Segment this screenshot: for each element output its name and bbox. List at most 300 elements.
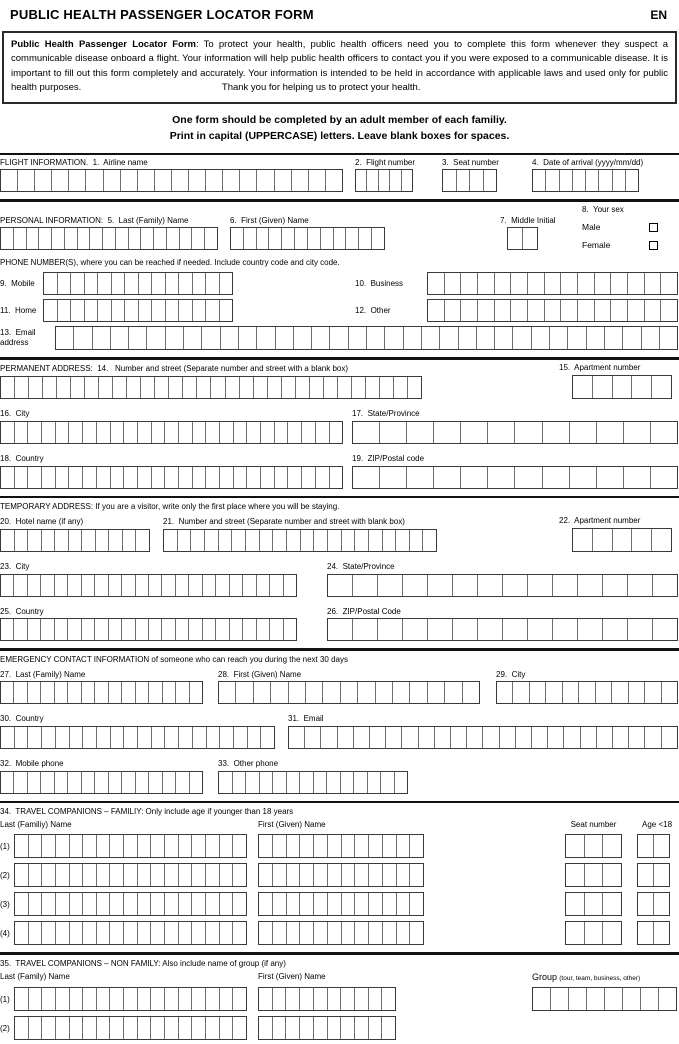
char-cell[interactable] xyxy=(340,772,354,793)
char-cell[interactable] xyxy=(219,922,233,944)
char-cell[interactable] xyxy=(612,727,628,748)
char-cell[interactable] xyxy=(84,377,98,398)
char-cell[interactable] xyxy=(151,273,165,294)
char-cell[interactable] xyxy=(55,467,69,488)
char-cell[interactable] xyxy=(123,422,137,443)
family-2-seat-boxes[interactable] xyxy=(565,863,622,887)
char-cell[interactable] xyxy=(175,619,188,640)
char-cell[interactable] xyxy=(272,893,286,915)
char-cell[interactable] xyxy=(299,772,313,793)
char-cell[interactable] xyxy=(272,772,286,793)
char-cell[interactable] xyxy=(205,864,219,886)
char-cell[interactable] xyxy=(202,619,215,640)
family-4-age-boxes[interactable] xyxy=(637,921,670,945)
char-cell[interactable] xyxy=(28,988,42,1010)
char-cell[interactable] xyxy=(137,893,151,915)
char-cell[interactable] xyxy=(81,530,95,551)
char-cell[interactable] xyxy=(121,619,134,640)
char-cell[interactable] xyxy=(544,273,561,294)
char-cell[interactable] xyxy=(653,922,669,944)
char-cell[interactable] xyxy=(191,835,205,857)
char-cell[interactable] xyxy=(41,835,55,857)
char-cell[interactable] xyxy=(384,327,402,349)
char-cell[interactable] xyxy=(631,376,651,398)
char-cell[interactable] xyxy=(41,893,55,915)
char-cell[interactable] xyxy=(123,922,137,944)
char-cell[interactable] xyxy=(627,300,644,321)
first-name-boxes[interactable] xyxy=(230,227,385,250)
char-cell[interactable] xyxy=(164,727,178,748)
char-cell[interactable] xyxy=(502,619,527,640)
nonfamily-1-last-name-boxes[interactable] xyxy=(14,987,247,1011)
char-cell[interactable] xyxy=(653,835,669,857)
char-cell[interactable] xyxy=(109,922,123,944)
char-cell[interactable] xyxy=(286,922,300,944)
char-cell[interactable] xyxy=(191,922,205,944)
char-cell[interactable] xyxy=(205,988,219,1010)
temporary-apartment-boxes[interactable] xyxy=(572,528,672,552)
char-cell[interactable] xyxy=(650,467,677,488)
char-cell[interactable] xyxy=(476,327,494,349)
char-cell[interactable] xyxy=(622,327,640,349)
char-cell[interactable] xyxy=(164,422,178,443)
char-cell[interactable] xyxy=(13,575,26,596)
char-cell[interactable] xyxy=(494,300,511,321)
char-cell[interactable] xyxy=(499,727,515,748)
family-3-last-name-boxes[interactable] xyxy=(14,892,247,916)
char-cell[interactable] xyxy=(69,864,83,886)
family-2-last-name-boxes[interactable] xyxy=(14,863,247,887)
char-cell[interactable] xyxy=(602,864,621,886)
char-cell[interactable] xyxy=(202,575,215,596)
char-cell[interactable] xyxy=(357,682,374,703)
char-cell[interactable] xyxy=(394,772,408,793)
char-cell[interactable] xyxy=(586,988,604,1010)
char-cell[interactable] xyxy=(638,922,653,944)
char-cell[interactable] xyxy=(628,682,644,703)
char-cell[interactable] xyxy=(27,467,41,488)
char-cell[interactable] xyxy=(274,467,288,488)
char-cell[interactable] xyxy=(259,1017,272,1039)
char-cell[interactable] xyxy=(218,530,232,551)
char-cell[interactable] xyxy=(188,619,201,640)
char-cell[interactable] xyxy=(610,273,627,294)
date-of-arrival-boxes[interactable] xyxy=(532,169,639,192)
char-cell[interactable] xyxy=(27,772,40,793)
char-cell[interactable] xyxy=(375,682,392,703)
emergency-country-boxes[interactable] xyxy=(0,726,275,749)
permanent-apartment-boxes[interactable] xyxy=(572,375,672,399)
char-cell[interactable] xyxy=(653,893,669,915)
char-cell[interactable] xyxy=(54,772,67,793)
char-cell[interactable] xyxy=(56,377,70,398)
char-cell[interactable] xyxy=(164,922,178,944)
char-cell[interactable] xyxy=(28,922,42,944)
char-cell[interactable] xyxy=(122,530,136,551)
permanent-city-boxes[interactable] xyxy=(0,421,343,444)
char-cell[interactable] xyxy=(81,682,94,703)
char-cell[interactable] xyxy=(92,327,110,349)
char-cell[interactable] xyxy=(68,530,82,551)
char-cell[interactable] xyxy=(567,327,585,349)
family-4-seat-boxes[interactable] xyxy=(565,921,622,945)
char-cell[interactable] xyxy=(272,988,286,1010)
char-cell[interactable] xyxy=(232,893,246,915)
char-cell[interactable] xyxy=(96,922,110,944)
char-cell[interactable] xyxy=(326,772,340,793)
char-cell[interactable] xyxy=(291,170,308,191)
char-cell[interactable] xyxy=(269,575,282,596)
char-cell[interactable] xyxy=(560,300,577,321)
char-cell[interactable] xyxy=(328,619,352,640)
char-cell[interactable] xyxy=(333,228,346,249)
char-cell[interactable] xyxy=(137,922,151,944)
char-cell[interactable] xyxy=(28,835,42,857)
char-cell[interactable] xyxy=(566,922,584,944)
char-cell[interactable] xyxy=(502,575,527,596)
char-cell[interactable] xyxy=(245,772,259,793)
char-cell[interactable] xyxy=(68,467,82,488)
char-cell[interactable] xyxy=(307,228,320,249)
char-cell[interactable] xyxy=(329,422,343,443)
char-cell[interactable] xyxy=(15,893,28,915)
char-cell[interactable] xyxy=(602,893,621,915)
char-cell[interactable] xyxy=(367,772,381,793)
char-cell[interactable] xyxy=(123,835,137,857)
char-cell[interactable] xyxy=(191,228,204,249)
char-cell[interactable] xyxy=(231,530,245,551)
char-cell[interactable] xyxy=(135,619,148,640)
char-cell[interactable] xyxy=(44,300,57,321)
char-cell[interactable] xyxy=(151,300,165,321)
char-cell[interactable] xyxy=(652,619,677,640)
char-cell[interactable] xyxy=(150,1017,164,1039)
char-cell[interactable] xyxy=(510,273,527,294)
char-cell[interactable] xyxy=(458,327,476,349)
char-cell[interactable] xyxy=(380,772,394,793)
char-cell[interactable] xyxy=(135,772,148,793)
char-cell[interactable] xyxy=(108,682,121,703)
char-cell[interactable] xyxy=(353,727,369,748)
char-cell[interactable] xyxy=(151,727,165,748)
char-cell[interactable] xyxy=(103,170,120,191)
char-cell[interactable] xyxy=(611,682,627,703)
char-cell[interactable] xyxy=(640,988,658,1010)
char-cell[interactable] xyxy=(592,529,612,551)
char-cell[interactable] xyxy=(13,228,26,249)
char-cell[interactable] xyxy=(572,170,585,191)
permanent-street-boxes[interactable] xyxy=(0,376,422,399)
char-cell[interactable] xyxy=(389,170,400,191)
char-cell[interactable] xyxy=(577,619,602,640)
char-cell[interactable] xyxy=(178,422,192,443)
char-cell[interactable] xyxy=(368,530,382,551)
char-cell[interactable] xyxy=(299,893,313,915)
char-cell[interactable] xyxy=(531,327,549,349)
nonfamily-2-last-name-boxes[interactable] xyxy=(14,1016,247,1040)
char-cell[interactable] xyxy=(196,377,210,398)
female-checkbox[interactable] xyxy=(649,241,658,250)
char-cell[interactable] xyxy=(651,376,671,398)
char-cell[interactable] xyxy=(259,530,273,551)
emergency-other-phone-boxes[interactable] xyxy=(218,771,408,794)
char-cell[interactable] xyxy=(178,1017,192,1039)
char-cell[interactable] xyxy=(82,1017,96,1039)
char-cell[interactable] xyxy=(192,300,206,321)
char-cell[interactable] xyxy=(573,376,592,398)
emergency-mobile-boxes[interactable] xyxy=(0,771,203,794)
char-cell[interactable] xyxy=(313,864,327,886)
family-3-first-name-boxes[interactable] xyxy=(258,892,424,916)
char-cell[interactable] xyxy=(229,575,242,596)
char-cell[interactable] xyxy=(286,864,300,886)
char-cell[interactable] xyxy=(97,273,111,294)
char-cell[interactable] xyxy=(299,1017,313,1039)
char-cell[interactable] xyxy=(175,682,188,703)
char-cell[interactable] xyxy=(15,988,28,1010)
char-cell[interactable] xyxy=(368,988,382,1010)
char-cell[interactable] xyxy=(243,228,256,249)
char-cell[interactable] xyxy=(427,619,452,640)
char-cell[interactable] xyxy=(439,327,457,349)
char-cell[interactable] xyxy=(102,228,115,249)
char-cell[interactable] xyxy=(13,682,26,703)
char-cell[interactable] xyxy=(96,422,110,443)
char-cell[interactable] xyxy=(313,988,327,1010)
char-cell[interactable] xyxy=(69,1017,83,1039)
char-cell[interactable] xyxy=(323,377,337,398)
char-cell[interactable] xyxy=(354,893,368,915)
char-cell[interactable] xyxy=(69,727,83,748)
char-cell[interactable] xyxy=(219,988,233,1010)
char-cell[interactable] xyxy=(562,682,578,703)
char-cell[interactable] xyxy=(64,228,77,249)
char-cell[interactable] xyxy=(205,422,219,443)
char-cell[interactable] xyxy=(396,893,410,915)
char-cell[interactable] xyxy=(295,377,309,398)
char-cell[interactable] xyxy=(54,682,67,703)
char-cell[interactable] xyxy=(460,467,487,488)
char-cell[interactable] xyxy=(260,727,274,748)
char-cell[interactable] xyxy=(54,575,67,596)
char-cell[interactable] xyxy=(644,727,660,748)
char-cell[interactable] xyxy=(126,377,140,398)
char-cell[interactable] xyxy=(494,327,512,349)
char-cell[interactable] xyxy=(428,300,444,321)
char-cell[interactable] xyxy=(222,170,239,191)
char-cell[interactable] xyxy=(205,467,219,488)
char-cell[interactable] xyxy=(109,893,123,915)
family-1-last-name-boxes[interactable] xyxy=(14,834,247,858)
char-cell[interactable] xyxy=(610,300,627,321)
char-cell[interactable] xyxy=(242,575,255,596)
char-cell[interactable] xyxy=(452,575,477,596)
char-cell[interactable] xyxy=(353,772,367,793)
char-cell[interactable] xyxy=(96,727,110,748)
char-cell[interactable] xyxy=(477,619,502,640)
char-cell[interactable] xyxy=(140,228,153,249)
char-cell[interactable] xyxy=(428,273,444,294)
char-cell[interactable] xyxy=(627,619,652,640)
char-cell[interactable] xyxy=(51,228,64,249)
char-cell[interactable] xyxy=(219,772,232,793)
char-cell[interactable] xyxy=(497,682,512,703)
char-cell[interactable] xyxy=(514,467,541,488)
char-cell[interactable] xyxy=(256,575,269,596)
char-cell[interactable] xyxy=(514,422,541,443)
char-cell[interactable] xyxy=(259,772,273,793)
char-cell[interactable] xyxy=(40,575,53,596)
char-cell[interactable] xyxy=(341,864,355,886)
char-cell[interactable] xyxy=(56,327,73,349)
char-cell[interactable] xyxy=(137,727,151,748)
char-cell[interactable] xyxy=(658,988,676,1010)
char-cell[interactable] xyxy=(661,727,677,748)
family-3-age-boxes[interactable] xyxy=(637,892,670,916)
char-cell[interactable] xyxy=(337,377,351,398)
char-cell[interactable] xyxy=(515,727,531,748)
char-cell[interactable] xyxy=(96,988,110,1010)
char-cell[interactable] xyxy=(301,467,315,488)
char-cell[interactable] xyxy=(235,682,252,703)
char-cell[interactable] xyxy=(68,422,82,443)
char-cell[interactable] xyxy=(395,530,409,551)
char-cell[interactable] xyxy=(246,467,260,488)
char-cell[interactable] xyxy=(109,864,123,886)
char-cell[interactable] xyxy=(55,988,69,1010)
char-cell[interactable] xyxy=(27,682,40,703)
char-cell[interactable] xyxy=(450,727,466,748)
char-cell[interactable] xyxy=(161,575,174,596)
char-cell[interactable] xyxy=(369,727,385,748)
char-cell[interactable] xyxy=(1,575,13,596)
char-cell[interactable] xyxy=(483,170,497,191)
char-cell[interactable] xyxy=(366,327,384,349)
male-checkbox[interactable] xyxy=(649,223,658,232)
char-cell[interactable] xyxy=(84,273,98,294)
char-cell[interactable] xyxy=(272,864,286,886)
char-cell[interactable] xyxy=(653,864,669,886)
char-cell[interactable] xyxy=(371,228,384,249)
char-cell[interactable] xyxy=(135,682,148,703)
char-cell[interactable] xyxy=(427,682,444,703)
char-cell[interactable] xyxy=(527,300,544,321)
char-cell[interactable] xyxy=(434,727,450,748)
char-cell[interactable] xyxy=(178,300,192,321)
char-cell[interactable] xyxy=(569,422,596,443)
char-cell[interactable] xyxy=(204,530,218,551)
char-cell[interactable] xyxy=(378,170,389,191)
char-cell[interactable] xyxy=(641,327,659,349)
emergency-last-name-boxes[interactable] xyxy=(0,681,203,704)
char-cell[interactable] xyxy=(188,170,205,191)
char-cell[interactable] xyxy=(260,467,274,488)
permanent-zip-boxes[interactable] xyxy=(352,466,678,489)
char-cell[interactable] xyxy=(345,228,358,249)
char-cell[interactable] xyxy=(487,422,514,443)
char-cell[interactable] xyxy=(353,422,379,443)
char-cell[interactable] xyxy=(327,1017,341,1039)
char-cell[interactable] xyxy=(164,835,178,857)
char-cell[interactable] xyxy=(70,377,84,398)
char-cell[interactable] xyxy=(41,922,55,944)
char-cell[interactable] xyxy=(219,422,233,443)
char-cell[interactable] xyxy=(69,988,83,1010)
char-cell[interactable] xyxy=(246,422,260,443)
family-2-age-boxes[interactable] xyxy=(637,863,670,887)
char-cell[interactable] xyxy=(190,530,204,551)
char-cell[interactable] xyxy=(14,727,28,748)
char-cell[interactable] xyxy=(164,1017,178,1039)
char-cell[interactable] xyxy=(270,682,287,703)
char-cell[interactable] xyxy=(299,988,313,1010)
char-cell[interactable] xyxy=(55,864,69,886)
char-cell[interactable] xyxy=(272,1017,286,1039)
char-cell[interactable] xyxy=(510,300,527,321)
char-cell[interactable] xyxy=(253,377,267,398)
char-cell[interactable] xyxy=(612,376,632,398)
char-cell[interactable] xyxy=(178,835,192,857)
char-cell[interactable] xyxy=(577,575,602,596)
char-cell[interactable] xyxy=(275,327,293,349)
char-cell[interactable] xyxy=(586,327,604,349)
char-cell[interactable] xyxy=(27,530,41,551)
char-cell[interactable] xyxy=(341,835,355,857)
char-cell[interactable] xyxy=(81,619,94,640)
char-cell[interactable] xyxy=(422,530,436,551)
char-cell[interactable] xyxy=(351,377,365,398)
airline-name-boxes[interactable] xyxy=(0,169,343,192)
char-cell[interactable] xyxy=(578,682,594,703)
temporary-country-boxes[interactable] xyxy=(0,618,297,641)
char-cell[interactable] xyxy=(260,422,274,443)
char-cell[interactable] xyxy=(183,327,201,349)
char-cell[interactable] xyxy=(396,835,410,857)
char-cell[interactable] xyxy=(625,170,638,191)
char-cell[interactable] xyxy=(584,835,603,857)
char-cell[interactable] xyxy=(148,619,161,640)
char-cell[interactable] xyxy=(110,467,124,488)
char-cell[interactable] xyxy=(294,228,307,249)
middle-initial-boxes[interactable] xyxy=(507,227,538,250)
char-cell[interactable] xyxy=(580,727,596,748)
char-cell[interactable] xyxy=(108,530,122,551)
char-cell[interactable] xyxy=(178,467,192,488)
char-cell[interactable] xyxy=(138,273,152,294)
char-cell[interactable] xyxy=(269,619,282,640)
char-cell[interactable] xyxy=(327,835,341,857)
char-cell[interactable] xyxy=(602,835,621,857)
char-cell[interactable] xyxy=(341,530,355,551)
char-cell[interactable] xyxy=(77,228,90,249)
char-cell[interactable] xyxy=(233,467,247,488)
char-cell[interactable] xyxy=(14,377,28,398)
flight-number-boxes[interactable] xyxy=(355,169,413,192)
char-cell[interactable] xyxy=(135,530,149,551)
char-cell[interactable] xyxy=(288,682,305,703)
char-cell[interactable] xyxy=(44,273,57,294)
char-cell[interactable] xyxy=(1,682,13,703)
char-cell[interactable] xyxy=(329,467,343,488)
char-cell[interactable] xyxy=(328,575,352,596)
char-cell[interactable] xyxy=(15,864,28,886)
char-cell[interactable] xyxy=(219,727,233,748)
char-cell[interactable] xyxy=(219,682,235,703)
char-cell[interactable] xyxy=(602,575,627,596)
char-cell[interactable] xyxy=(15,922,28,944)
char-cell[interactable] xyxy=(148,682,161,703)
char-cell[interactable] xyxy=(121,772,134,793)
